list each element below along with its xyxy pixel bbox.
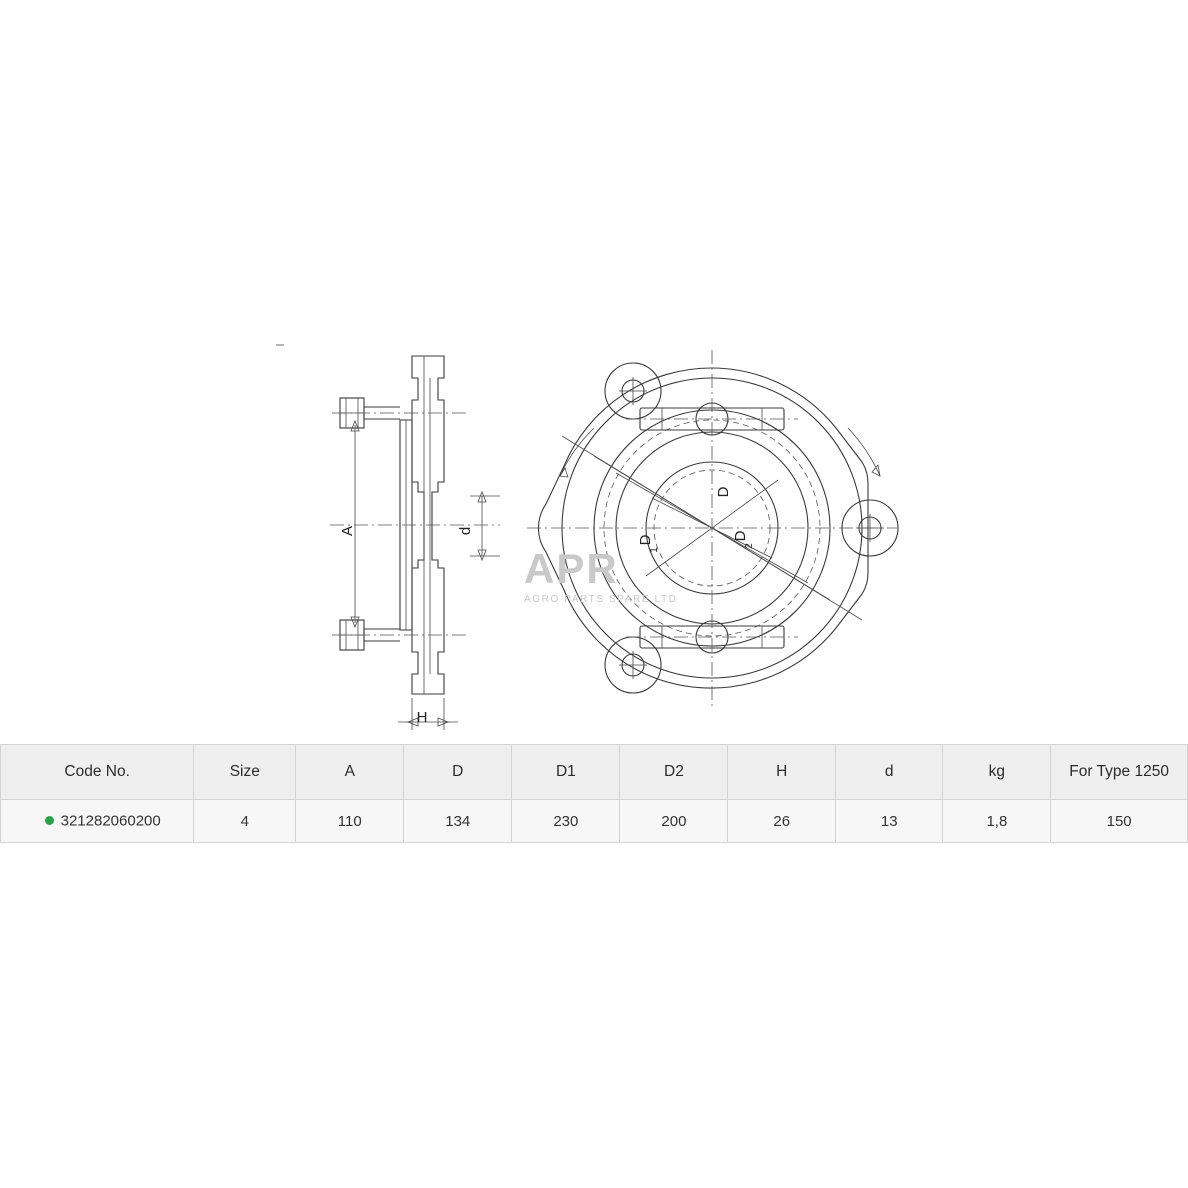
label-A: A	[339, 525, 356, 537]
status-dot-icon	[45, 816, 54, 825]
label-D2: D	[732, 530, 749, 542]
cell-h: 26	[728, 800, 836, 843]
label-d: d	[457, 526, 474, 536]
cell-code-no[interactable]	[1, 800, 194, 843]
watermark-main: APR	[524, 545, 619, 592]
header-code-no: Code No.	[1, 745, 194, 800]
code-no-text: 321282060200	[60, 812, 161, 830]
dimension-d	[470, 492, 500, 560]
table-header-row	[1, 745, 1188, 800]
cell-d: 134	[404, 800, 512, 843]
header-d-small: d	[835, 745, 943, 800]
header-d: D	[404, 745, 512, 800]
header-size: Size	[194, 745, 296, 800]
front-view	[527, 350, 898, 706]
lug-lower-left	[605, 637, 661, 693]
header-d1: D1	[512, 745, 620, 800]
cell-d-small: 13	[835, 800, 943, 843]
header-for-type: For Type 1250	[1051, 745, 1188, 800]
cell-d2: 200	[620, 800, 728, 843]
table-row[interactable]	[1, 800, 1188, 843]
cell-kg: 1,8	[943, 800, 1051, 843]
specification-table	[0, 744, 1188, 843]
label-D1: D	[637, 534, 654, 546]
header-d2: D2	[620, 745, 728, 800]
side-view	[276, 345, 500, 730]
dimension-A	[351, 421, 359, 627]
lug-upper-left	[605, 363, 661, 419]
label-D2-sub: 2	[744, 543, 755, 549]
cell-a: 110	[296, 800, 404, 843]
cell-size: 4	[194, 800, 296, 843]
dimension-H	[398, 698, 458, 730]
header-a: A	[296, 745, 404, 800]
label-H: H	[416, 709, 428, 726]
label-D1-sub: 1	[649, 547, 660, 553]
watermark-sub: AGRO PARTS SPARE LTD	[524, 594, 678, 605]
label-D: D	[715, 486, 732, 498]
cell-for-type: 150	[1051, 800, 1188, 843]
cell-d1: 230	[512, 800, 620, 843]
header-h: H	[728, 745, 836, 800]
header-kg: kg	[943, 745, 1051, 800]
